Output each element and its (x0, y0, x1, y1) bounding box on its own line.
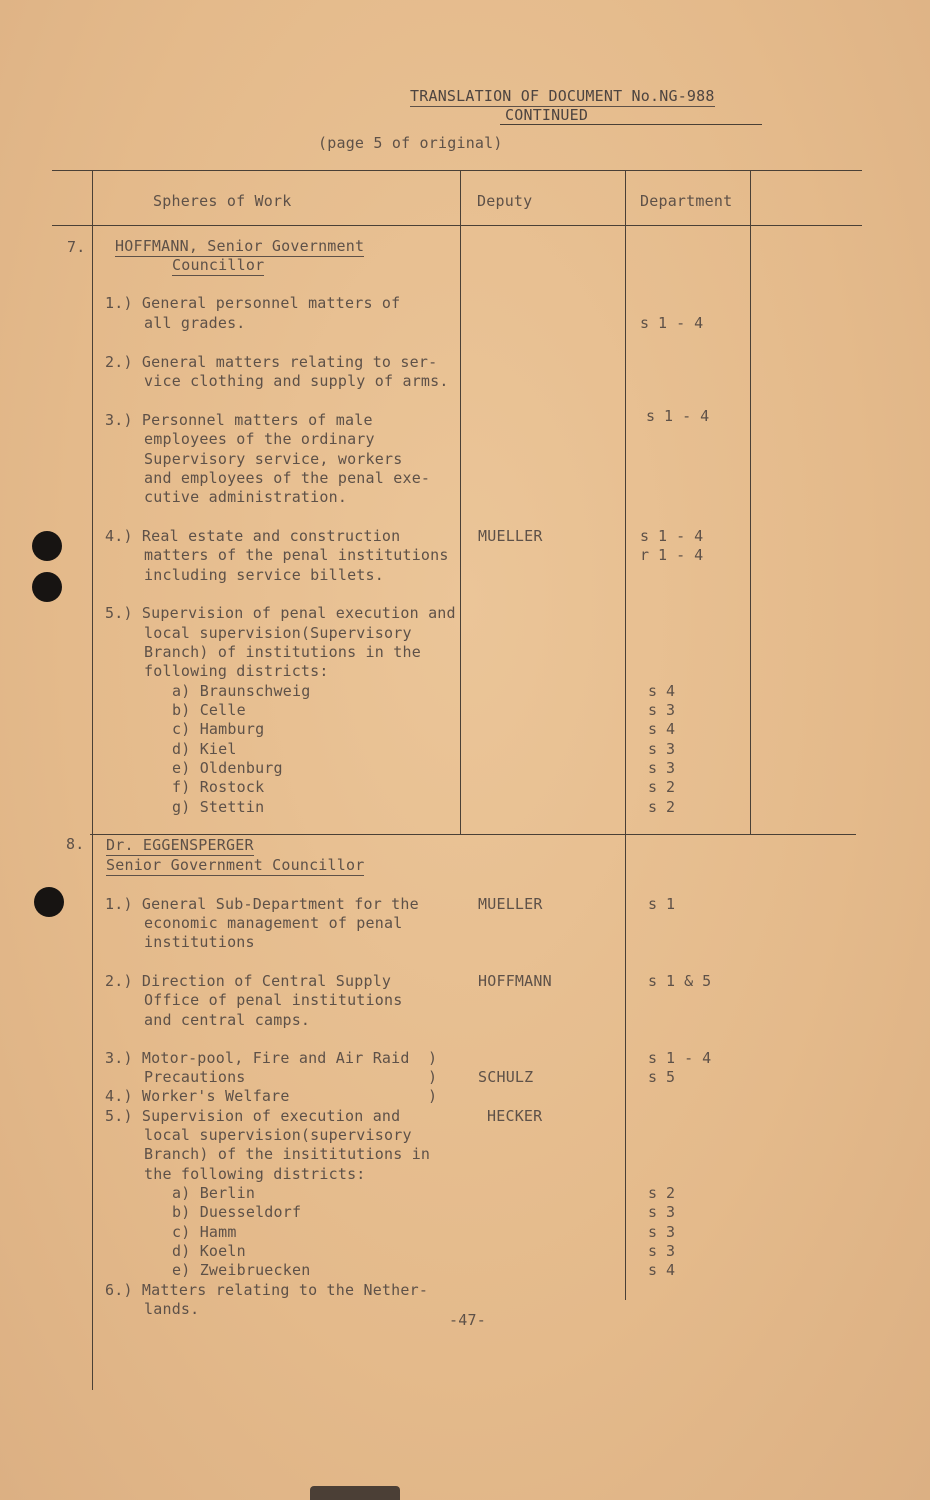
official-title-eggensperger: Senior Government Councillor (106, 856, 365, 874)
s8-item5-deputy: HECKER (487, 1107, 543, 1125)
s8-item345-deputy: SCHULZ (478, 1068, 534, 1086)
s7-item5-line1: 5.) Supervision of penal execution and (105, 604, 456, 622)
district-rostock-dept: s 2 (648, 778, 676, 796)
district-koeln-dept: s 3 (648, 1242, 676, 1260)
district-berlin: a) Berlin (172, 1184, 256, 1202)
section-number-7: 7. (67, 238, 86, 256)
s8-item2-line3: and central camps. (144, 1011, 311, 1029)
s8-item2-line2: Office of penal institutions (144, 991, 403, 1009)
s7-item4-department-2: r 1 - 4 (640, 546, 704, 564)
section-divider (90, 834, 856, 835)
s8-item4-line1: 4.) Worker's Welfare (105, 1087, 290, 1105)
s7-item3-line4: and employees of the penal exe- (144, 469, 431, 487)
header-department: Department (640, 192, 733, 210)
district-duesseldorf: b) Duesseldorf (172, 1203, 302, 1221)
s8-item1-line3: institutions (144, 933, 255, 951)
s7-item3-line2: employees of the ordinary (144, 430, 375, 448)
table-header-rule (52, 225, 862, 226)
district-oldenburg: e) Oldenburg (172, 759, 283, 777)
page-reference: (page 5 of original) (318, 134, 503, 152)
header-deputy: Deputy (477, 192, 533, 210)
s7-item4-line1: 4.) Real estate and construction (105, 527, 401, 545)
s7-item2-line2: vice clothing and supply of arms. (144, 372, 449, 390)
s7-item5-line2: local supervision(Supervisory (144, 624, 412, 642)
table-top-rule (52, 170, 862, 171)
document-title: TRANSLATION OF DOCUMENT No.NG-988 (410, 87, 715, 105)
s8-item1-department: s 1 (648, 895, 676, 913)
s7-item2-line1: 2.) General matters relating to ser- (105, 353, 438, 371)
page-number: -47- (449, 1311, 486, 1329)
official-name-eggensperger: Dr. EGGENSPERGER (106, 836, 254, 854)
punch-hole-bottom (34, 887, 64, 917)
s7-item3-line3: Supervisory service, workers (144, 450, 403, 468)
punch-hole-top (32, 531, 62, 561)
binding-mark (310, 1486, 400, 1500)
district-zweibruecken: e) Zweibruecken (172, 1261, 311, 1279)
header-spheres-of-work: Spheres of Work (153, 192, 292, 210)
s7-item4-deputy: MUELLER (478, 527, 543, 545)
s8-item1-line2: economic management of penal (144, 914, 403, 932)
s8-item1-line1: 1.) General Sub-Department for the (105, 895, 419, 913)
s8-item3-line1: 3.) Motor-pool, Fire and Air Raid (105, 1049, 410, 1067)
s8-item2-line1: 2.) Direction of Central Supply (105, 972, 392, 990)
s8-item5-line2: local supervision(supervisory (144, 1126, 412, 1144)
district-hamburg: c) Hamburg (172, 720, 265, 738)
s7-item3-line5: cutive administration. (144, 488, 348, 506)
district-braunschweig: a) Braunschweig (172, 682, 311, 700)
official-name-hoffmann: HOFFMANN, Senior Government (115, 237, 365, 255)
header-underline (500, 124, 762, 125)
s8-item6-line2: lands. (144, 1300, 200, 1318)
district-stettin-dept: s 2 (648, 798, 676, 816)
column-rule-deputy (460, 170, 461, 835)
s7-item1-line1: 1.) General personnel matters of (105, 294, 401, 312)
district-kiel-dept: s 3 (648, 740, 676, 758)
district-zweibruecken-dept: s 4 (648, 1261, 676, 1279)
district-rostock: f) Rostock (172, 778, 265, 796)
s8-item5-line1: 5.) Supervision of execution and (105, 1107, 401, 1125)
s7-item3-line1: 3.) Personnel matters of male (105, 411, 373, 429)
official-title-hoffmann: Councillor (172, 256, 265, 274)
s7-item5-line4: following districts: (144, 662, 329, 680)
district-oldenburg-dept: s 3 (648, 759, 676, 777)
s7-item5-line3: Branch) of institutions in the (144, 643, 421, 661)
s8-item1-deputy: MUELLER (478, 895, 543, 913)
s8-item3-department-1: s 1 - 4 (648, 1049, 712, 1067)
district-koeln: d) Koeln (172, 1242, 246, 1260)
brace-right: ) ) ) (428, 1049, 438, 1105)
district-hamm-dept: s 3 (648, 1223, 676, 1241)
column-rule-right (750, 170, 751, 835)
district-kiel: d) Kiel (172, 740, 237, 758)
s7-item3-department: s 1 - 4 (646, 407, 710, 425)
s7-item4-line2: matters of the penal institutions (144, 546, 449, 564)
s8-item3-department-2: s 5 (648, 1068, 676, 1086)
district-celle-dept: s 3 (648, 701, 676, 719)
s8-item6-line1: 6.) Matters relating to the Nether- (105, 1281, 429, 1299)
district-berlin-dept: s 2 (648, 1184, 676, 1202)
punch-hole-middle (32, 572, 62, 602)
column-rule-department (625, 170, 626, 1300)
district-stettin: g) Stettin (172, 798, 265, 816)
s8-item5-line4: the following districts: (144, 1165, 366, 1183)
district-celle: b) Celle (172, 701, 246, 719)
s7-item1-line2: all grades. (144, 314, 246, 332)
s7-item4-line3: including service billets. (144, 566, 384, 584)
s8-item5-line3: Branch) of the insititutions in (144, 1145, 431, 1163)
column-rule-number (92, 170, 93, 1390)
continued-label: CONTINUED (505, 106, 589, 124)
district-duesseldorf-dept: s 3 (648, 1203, 676, 1221)
s7-item4-department-1: s 1 - 4 (640, 527, 704, 545)
s7-item1-department: s 1 - 4 (640, 314, 704, 332)
s8-item2-deputy: HOFFMANN (478, 972, 552, 990)
section-number-8: 8. (66, 835, 85, 853)
district-hamm: c) Hamm (172, 1223, 237, 1241)
district-braunschweig-dept: s 4 (648, 682, 676, 700)
s8-item3-line2: Precautions (144, 1068, 246, 1086)
s8-item2-department: s 1 & 5 (648, 972, 712, 990)
district-hamburg-dept: s 4 (648, 720, 676, 738)
